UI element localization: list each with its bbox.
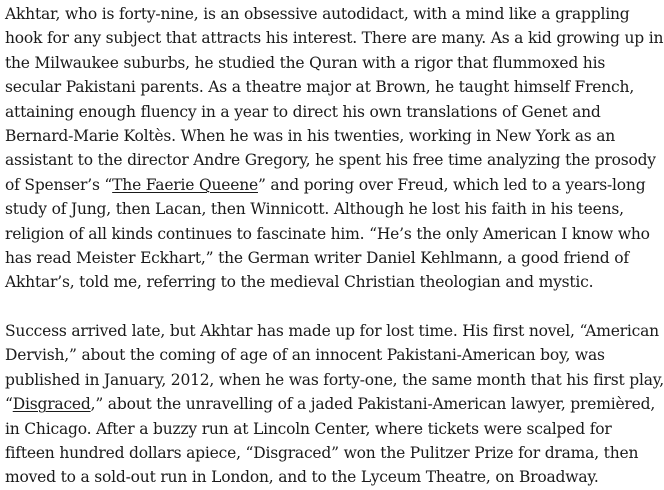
text-line: hook for any subject that attracts his interest. There are many. As a kid growing up in [5, 29, 664, 48]
paragraph-2 [5, 319, 664, 490]
text-line: study of Jung, then Lacan, then Winnicott. Although he lost his faith in his teens, [5, 200, 624, 219]
paragraph-1 [5, 2, 664, 295]
text-line: in Chicago. After a buzzy run at Lincoln Center, where tickets were scalped for [5, 419, 612, 438]
text-line [5, 173, 646, 197]
text-line: secular Pakistani parents. As a theatre major at Brown, he taught himself French, [5, 78, 635, 97]
text-fragment: of Spenser’s “ [5, 175, 113, 194]
text-line: religion of all kinds continues to fascinate him. “He’s the only American I know who [5, 224, 650, 243]
text-line: Success arrived late, but Akhtar has made up for lost time. His first novel, “American [5, 321, 659, 340]
text-line: fifteen hundred dollars apiece, “Disgraced” won the Pulitzer Prize for drama, then [5, 443, 639, 462]
text-line: moved to a sold-out run in London, and to the Lyceum Theatre, on Broadway. [5, 468, 599, 487]
text-fragment: “ [5, 395, 13, 414]
text-line: attaining enough fluency in a year to direct his own translations of Genet and [5, 102, 601, 121]
text-line: Akhtar, who is forty-nine, is an obsessive autodidact, with a mind like a grappling [5, 5, 630, 23]
article-body [5, 2, 664, 490]
text-fragment: ” and poring over Freud, which led to a years-long [257, 175, 646, 194]
text-line: Dervish,” about the coming of age of an innocent Pakistani-American boy, was [5, 346, 605, 365]
text-line [5, 392, 656, 416]
text-line: the Milwaukee suburbs, he studied the Quran with a rigor that flummoxed his [5, 53, 606, 72]
text-line: has read Meister Eckhart,” the German writer Daniel Kehlmann, a good friend of [5, 249, 629, 268]
text-line: Akhtar’s, told me, referring to the medieval Christian theologian and mystic. [5, 273, 594, 292]
text-line: published in January, 2012, when he was forty-one, the same month that his first play, [5, 370, 664, 389]
text-line: Bernard-Marie Koltès. When he was in his twenties, working in New York as an [5, 127, 616, 146]
faerie-queene-link[interactable]: The Faerie Queene [112, 175, 258, 194]
text-line: assistant to the director Andre Gregory, he spent his free time analyzing the prosody [5, 151, 656, 170]
disgraced-link[interactable]: Disgraced [12, 395, 91, 414]
text-fragment: ,” about the unravelling of a jaded Pakistani-American lawyer, premièred, [90, 395, 656, 414]
